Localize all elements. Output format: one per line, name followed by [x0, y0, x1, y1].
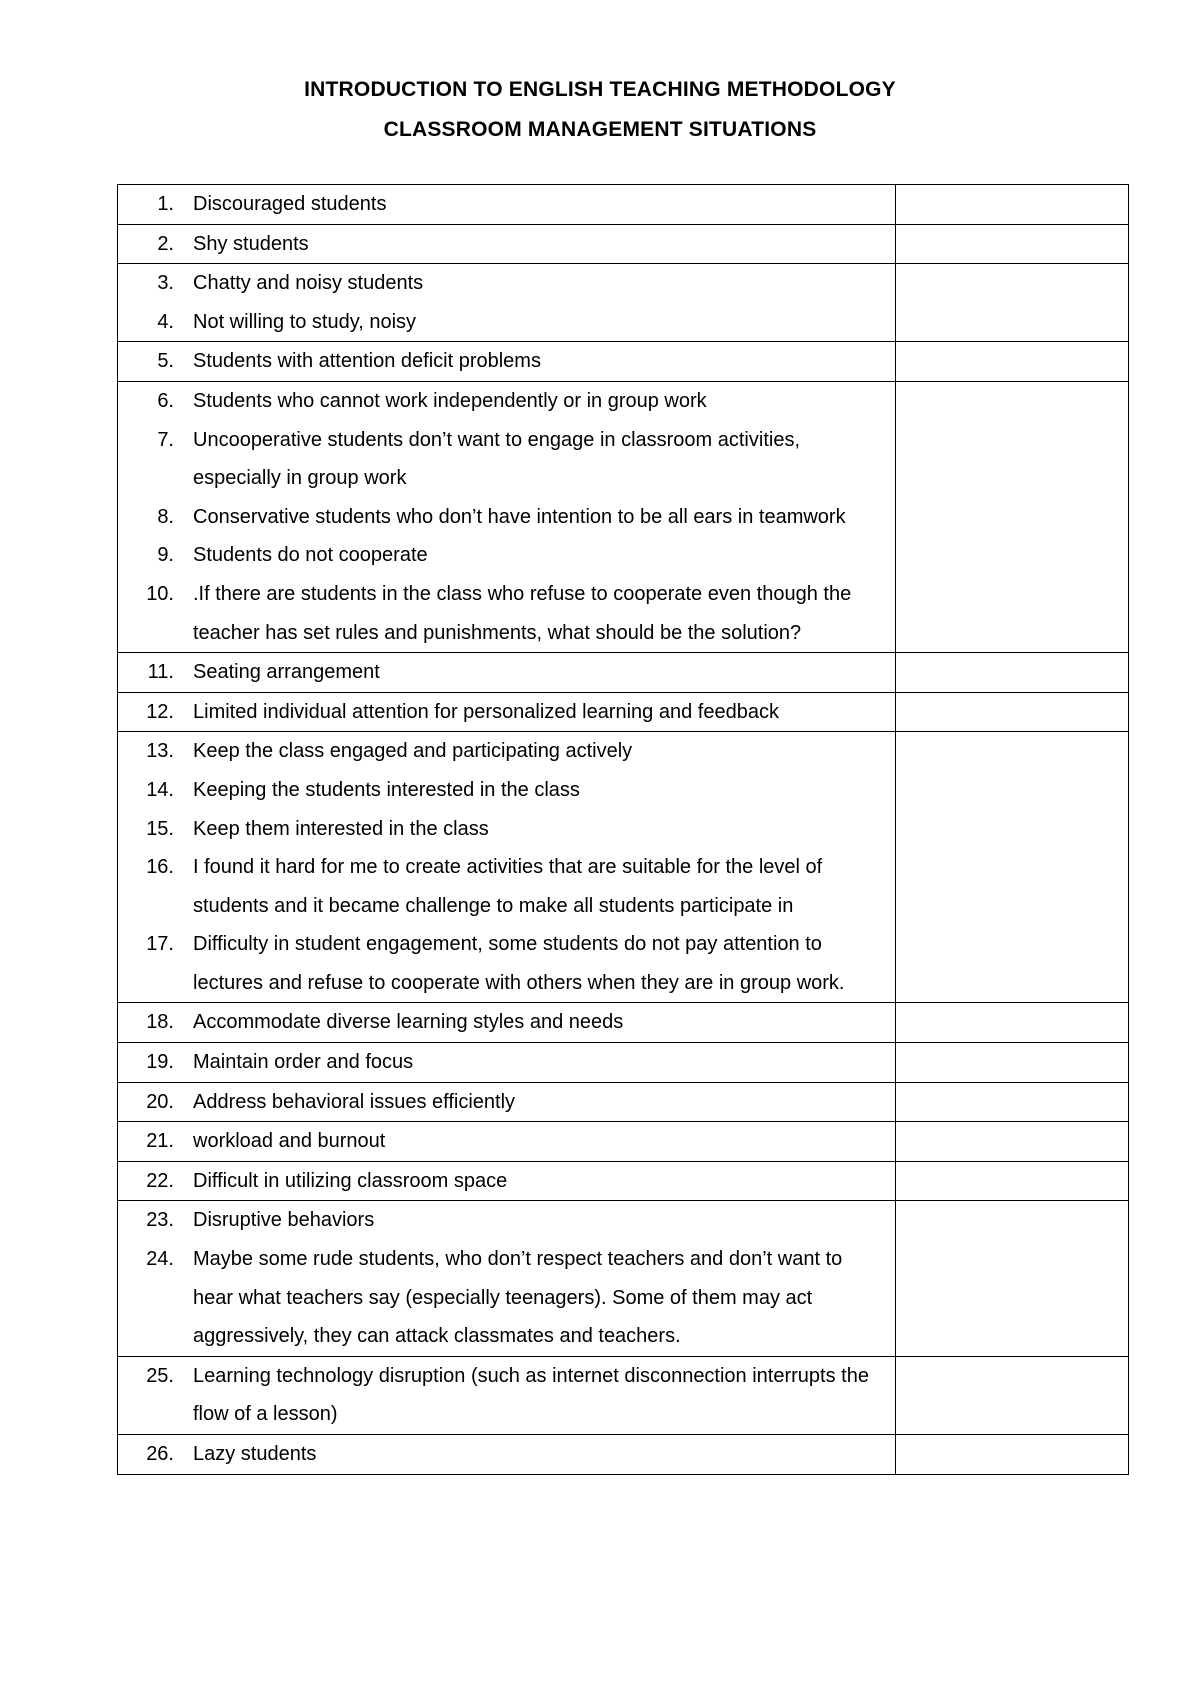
item-number: 8.	[157, 505, 174, 528]
answer-cell	[896, 342, 1129, 382]
situation-item	[118, 1162, 895, 1201]
situation-cell	[118, 264, 896, 342]
item-number: 25.	[146, 1364, 174, 1387]
document-title: INTRODUCTION TO ENGLISH TEACHING METHODOLOGY	[304, 78, 896, 101]
table-row	[118, 1122, 1129, 1162]
situation-cell	[118, 692, 896, 732]
situation-cell	[118, 653, 896, 693]
item-text: Chatty and noisy students	[193, 272, 424, 295]
item-text: Not willing to study, noisy	[193, 310, 417, 333]
situation-item	[118, 732, 895, 771]
item-number: 24.	[146, 1248, 174, 1271]
item-text: Seating arrangement	[193, 661, 380, 684]
item-text: .If there are students in the class who refuse to cooperate even though the teacher has set rules and punishments, what should be the solution?	[193, 582, 852, 644]
situation-item	[118, 1043, 895, 1082]
item-number: 2.	[157, 232, 174, 255]
item-text: Difficulty in student engagement, some students do not pay attention to lectures and refuse to cooperate with others when they are in group work.	[193, 933, 845, 994]
item-number: 15.	[146, 817, 174, 840]
item-text: Maintain order and focus	[193, 1051, 414, 1074]
item-number: 12.	[146, 700, 174, 723]
situation-cell	[118, 732, 896, 1003]
situation-cell	[118, 1003, 896, 1043]
table-row	[118, 1201, 1129, 1356]
item-number: 22.	[146, 1169, 174, 1192]
situation-item	[118, 225, 895, 264]
situation-cell	[118, 1082, 896, 1122]
situation-item	[118, 421, 895, 498]
item-number: 6.	[157, 389, 174, 412]
answer-cell	[896, 692, 1129, 732]
document-subtitle: CLASSROOM MANAGEMENT SITUATIONS	[383, 118, 817, 141]
answer-cell	[896, 185, 1129, 225]
situation-item	[118, 264, 895, 303]
situation-cell	[118, 185, 896, 225]
item-text: Discouraged students	[193, 193, 387, 215]
item-number: 14.	[146, 778, 174, 801]
item-text: workload and burnout	[193, 1130, 386, 1153]
situation-cell	[118, 224, 896, 264]
item-text: Students with attention deficit problems	[193, 350, 541, 373]
situation-cell	[118, 342, 896, 382]
answer-cell	[896, 653, 1129, 693]
situation-cell	[118, 1122, 896, 1162]
item-text: I found it hard for me to create activities that are suitable for the level of students and it became challenge to make all students participate in	[193, 856, 823, 917]
item-text: Keep the class engaged and participating actively	[193, 740, 633, 763]
item-text: Keep them interested in the class	[193, 817, 489, 840]
situation-item	[118, 1357, 895, 1434]
table-row	[118, 1082, 1129, 1122]
item-text: Students do not cooperate	[193, 544, 428, 567]
situation-cell	[118, 1043, 896, 1083]
table-row	[118, 1043, 1129, 1083]
answer-cell	[896, 1043, 1129, 1083]
situation-item	[118, 303, 895, 342]
item-number: 3.	[157, 272, 174, 295]
item-number: 20.	[146, 1090, 174, 1113]
item-number: 10.	[146, 582, 174, 605]
item-number: 23.	[146, 1209, 174, 1232]
situation-item	[118, 771, 895, 810]
item-number: 18.	[146, 1011, 174, 1034]
answer-cell	[896, 264, 1129, 342]
item-number: 19.	[146, 1051, 174, 1074]
situation-item	[118, 1201, 895, 1240]
table-row	[118, 342, 1129, 382]
item-number: 17.	[146, 933, 174, 956]
item-text: Maybe some rude students, who don’t respect teachers and don’t want to hear what teachers say (especially teenagers). Some of them may act aggressively, they can attack classmates and teachers.	[193, 1248, 843, 1348]
item-number: 4.	[157, 310, 174, 333]
answer-cell	[896, 1003, 1129, 1043]
item-number: 21.	[146, 1130, 174, 1153]
item-number: 11.	[147, 661, 174, 684]
situation-cell	[118, 1435, 896, 1475]
answer-cell	[896, 1201, 1129, 1356]
item-text: Students who cannot work independently or in group work	[193, 389, 707, 412]
item-text: Accommodate diverse learning styles and needs	[193, 1011, 624, 1034]
situation-item	[118, 342, 895, 381]
table-row	[118, 264, 1129, 342]
situation-item	[118, 1083, 895, 1122]
answer-cell	[896, 1122, 1129, 1162]
situation-cell	[118, 1161, 896, 1201]
situation-item	[118, 382, 895, 421]
situation-item	[118, 498, 895, 537]
item-text: Address behavioral issues efficiently	[193, 1090, 516, 1113]
table-row	[118, 653, 1129, 693]
situation-item	[118, 1435, 895, 1474]
answer-cell	[896, 1082, 1129, 1122]
answer-cell	[896, 224, 1129, 264]
situation-cell	[118, 1201, 896, 1356]
table-row	[118, 381, 1129, 652]
situation-item	[118, 653, 895, 692]
answer-cell	[896, 1356, 1129, 1434]
situation-item	[118, 693, 895, 732]
table-row	[118, 185, 1129, 225]
item-text: Learning technology disruption (such as internet disconnection interrupts the flow of a lesson)	[193, 1364, 869, 1426]
table-row	[118, 1435, 1129, 1475]
situation-item	[118, 848, 895, 925]
item-number: 5.	[157, 350, 174, 373]
situations-table	[117, 184, 1129, 1475]
item-number: 13.	[146, 740, 174, 763]
situation-item	[118, 1240, 895, 1356]
item-text: Lazy students	[193, 1443, 317, 1465]
situation-item	[118, 810, 895, 849]
item-number: 16.	[146, 856, 174, 879]
situation-item	[118, 925, 895, 1002]
situation-item	[118, 536, 895, 575]
situation-item	[118, 1122, 895, 1161]
answer-cell	[896, 1435, 1129, 1475]
item-text: Keeping the students interested in the class	[193, 778, 580, 801]
item-number: 1.	[157, 193, 174, 215]
item-number: 7.	[157, 428, 174, 451]
item-number: 26.	[146, 1443, 174, 1465]
answer-cell	[896, 732, 1129, 1003]
item-text: Limited individual attention for personalized learning and feedback	[193, 700, 779, 723]
table-row	[118, 1356, 1129, 1434]
table-row	[118, 1003, 1129, 1043]
table-row	[118, 1161, 1129, 1201]
situation-item	[118, 575, 895, 652]
item-text: Shy students	[193, 232, 309, 255]
situations-table-body	[118, 185, 1129, 1475]
situation-cell	[118, 381, 896, 652]
answer-cell	[896, 381, 1129, 652]
situation-cell	[118, 1356, 896, 1434]
item-text: Difficult in utilizing classroom space	[193, 1169, 508, 1192]
item-number: 9.	[157, 544, 174, 567]
table-row	[118, 224, 1129, 264]
item-text: Conservative students who don’t have intention to be all ears in teamwork	[193, 505, 846, 528]
situation-item	[118, 185, 895, 224]
table-row	[118, 732, 1129, 1003]
answer-cell	[896, 1161, 1129, 1201]
item-text: Disruptive behaviors	[193, 1209, 375, 1232]
table-row	[118, 692, 1129, 732]
situation-item	[118, 1003, 895, 1042]
item-text: Uncooperative students don’t want to engage in classroom activities, especially in group work	[193, 428, 801, 490]
